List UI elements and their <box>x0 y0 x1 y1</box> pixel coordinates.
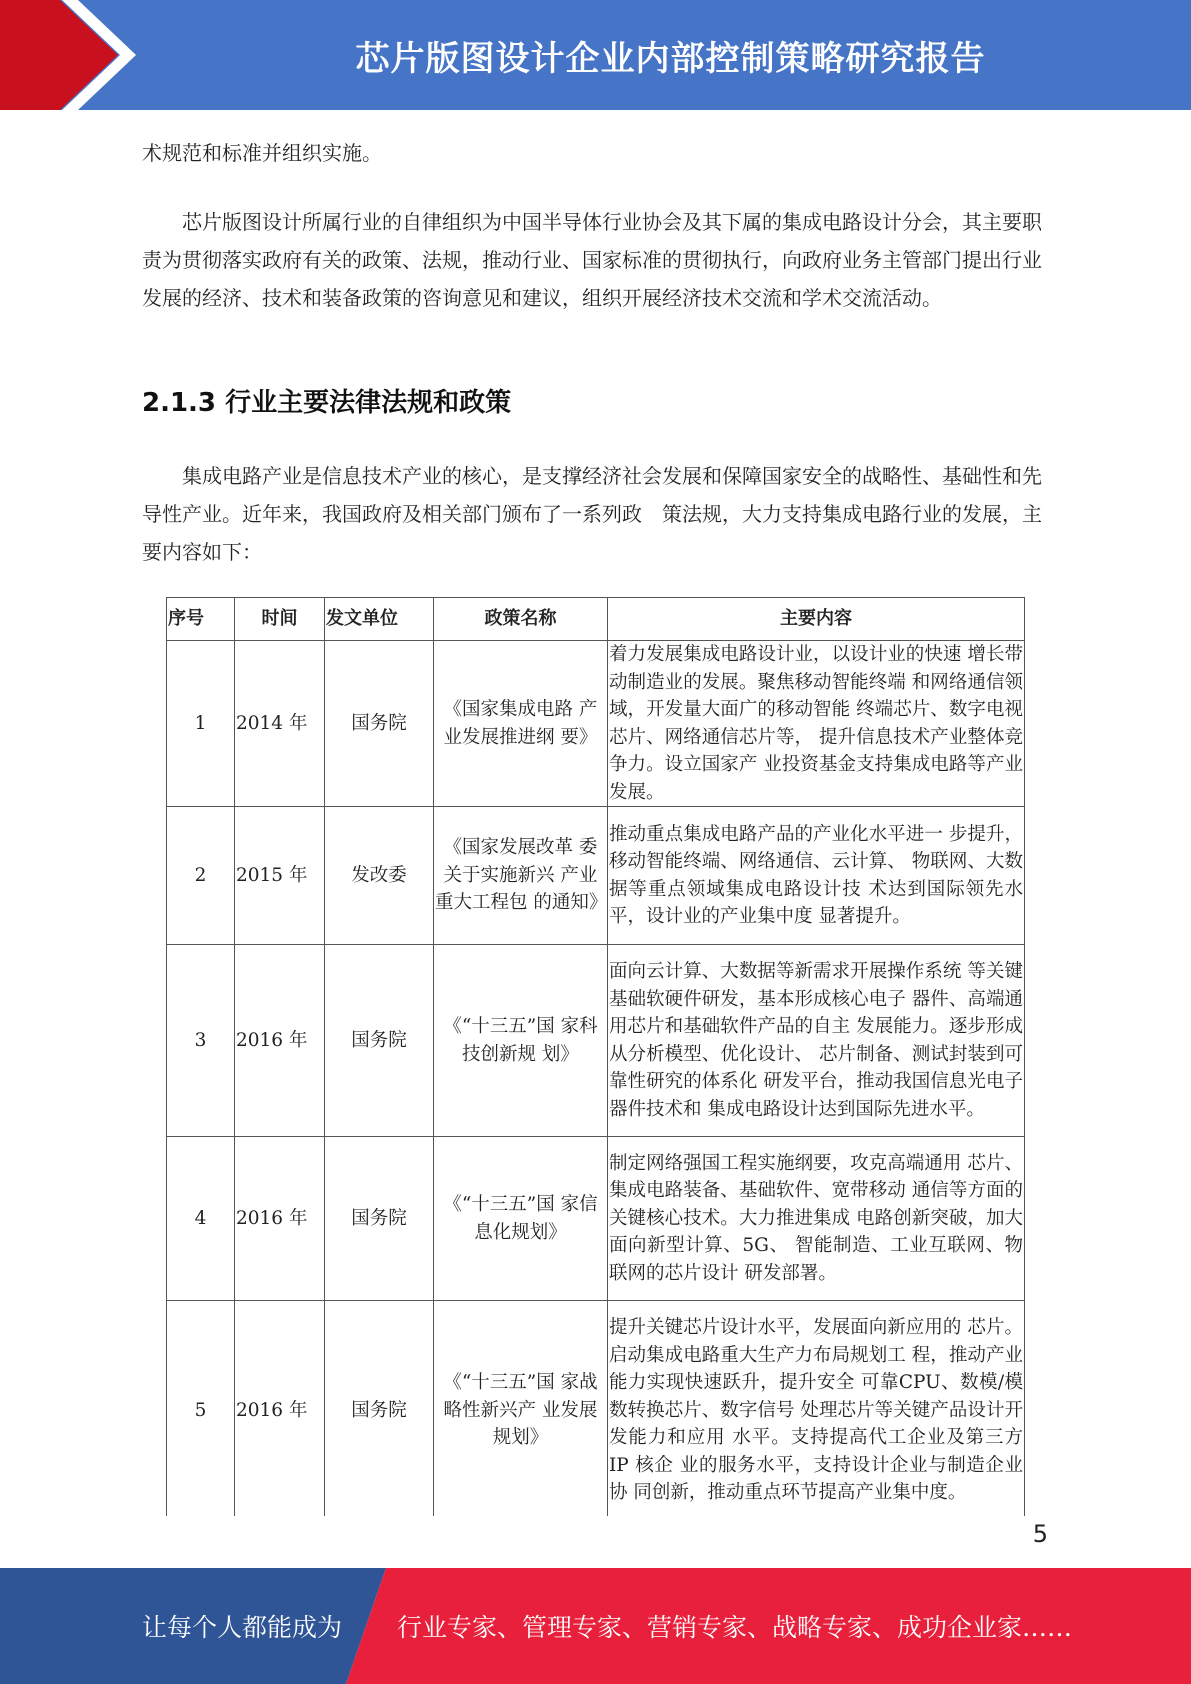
cell-main-content: 推动重点集成电路产品的产业化水平进一 步提升，移动智能终端、网络通信、云计算、 物联网、大数据等重点领域集成电路设计技 术达到国际领先水平，设计业的产业集中度 显著提升。 <box>608 807 1025 945</box>
cell-issuer: 国务院 <box>325 641 434 807</box>
footer-slogan-left: 让每个人都能成为 <box>142 1613 343 1642</box>
cell-main-content: 着力发展集成电路设计业，以设计业的快速 增长带动制造业的发展。聚焦移动智能终端 和网络通信领域，开发量大面广的移动智能 终端芯片、数字电视芯片、网络通信芯片等， 提升信息技术产业整体竞争力。设立国家产 业投资基金支持集成电路等产业发展。 <box>608 641 1025 807</box>
cell-main-content: 制定网络强国工程实施纲要，攻克高端通用 芯片、集成电路装备、基础软件、宽带移动 通信等方面的关键核心技术。大力推进集成 电路创新突破，加大面向新型计算、5G、 智能制造、工业互联网、物联网的芯片设计 研发部署。 <box>608 1137 1025 1301</box>
table-row <box>167 1137 1025 1301</box>
cell-year: 2016 年 <box>235 945 325 1137</box>
paragraph-continuation: 术规范和标准并组织实施。 <box>142 141 382 165</box>
column-header-policy-name: 政策名称 <box>434 598 608 641</box>
cell-issuer: 国务院 <box>325 1301 434 1517</box>
paragraph-self-regulatory: 芯片版图设计所属行业的自律组织为中国半导体行业协会及其下属的集成电路设计分会，其主要职责为贯彻落实政府有关的政策、法规，推动行业、国家标准的贯彻执行，向政府业务主管部门提出行业发展的经济、技术和装备政策的咨询意见和建议，组织开展经济技术交流和学术交流活动。 <box>142 210 1042 310</box>
cell-number: 2 <box>167 807 235 945</box>
section-heading: 2.1.3 行业主要法律法规和政策 <box>142 388 512 418</box>
policy-table <box>166 597 1025 1516</box>
report-title: 芯片版图设计企业内部控制策略研究报告 <box>355 38 986 79</box>
cell-issuer: 国务院 <box>325 1137 434 1301</box>
cell-main-content: 面向云计算、大数据等新需求开展操作系统 等关键基础软硬件研发，基本形成核心电子 器件、高端通用芯片和基础软件产品的自主 发展能力。逐步形成从分析模型、优化设计、 芯片制备、测试封装到可靠性研究的体系化 研发平台，推动我国信息光电子器件技术和 集成电路设计达到国际先进水平。 <box>608 945 1025 1137</box>
column-header-time: 时间 <box>235 598 325 641</box>
table-row <box>167 1301 1025 1517</box>
column-header-issuer: 发文单位 <box>325 598 434 641</box>
cell-main-content: 提升关键芯片设计水平，发展面向新应用的 芯片。启动集成电路重大生产力布局规划工 程，推动产业能力实现快速跃升，提升安全 可靠CPU、数模/模数转换芯片、数字信号 处理芯片等关键产品设计开发能力和应用 水平。支持提高代工企业及第三方 IP 核企 业的服务水平，支持设计企业与制造企业协 同创新，推动重点环节提高产业集中度。 <box>608 1301 1025 1517</box>
cell-issuer: 发改委 <box>325 807 434 945</box>
paragraph-intro: 集成电路产业是信息技术产业的核心，是支撑经济社会发展和保障国家安全的战略性、基础性和先导性产业。近年来，我国政府及相关部门颁布了一系列政 策法规，大力支持集成电路行业的发展，主要内容如下： <box>142 464 1042 564</box>
table-header-row <box>167 598 1025 641</box>
cell-issuer: 国务院 <box>325 945 434 1137</box>
footer-slogan-right: 行业专家、管理专家、营销专家、战略专家、成功企业家…… <box>397 1613 1073 1642</box>
cell-year: 2016 年 <box>235 1301 325 1517</box>
cell-policy-name: 《国家集成电路 产业发展推进纲 要》 <box>434 641 608 807</box>
cell-year: 2016 年 <box>235 1137 325 1301</box>
cell-policy-name: 《“十三五”国 家科技创新规 划》 <box>434 945 608 1137</box>
cell-year: 2014 年 <box>235 641 325 807</box>
table-row <box>167 945 1025 1137</box>
cell-number: 4 <box>167 1137 235 1301</box>
cell-policy-name: 《“十三五”国 家战略性新兴产 业发展规划》 <box>434 1301 608 1517</box>
table-row <box>167 641 1025 807</box>
page-number: 5 <box>1032 1520 1048 1548</box>
cell-policy-name: 《“十三五”国 家信息化规划》 <box>434 1137 608 1301</box>
table-row <box>167 807 1025 945</box>
cell-year: 2015 年 <box>235 807 325 945</box>
page-footer <box>0 1568 1191 1684</box>
cell-policy-name: 《国家发展改革 委关于实施新兴 产业重大工程包 的通知》 <box>434 807 608 945</box>
column-header-number: 序号 <box>167 598 235 641</box>
cell-number: 3 <box>167 945 235 1137</box>
column-header-main-content: 主要内容 <box>608 598 1025 641</box>
cell-number: 1 <box>167 641 235 807</box>
cell-number: 5 <box>167 1301 235 1517</box>
